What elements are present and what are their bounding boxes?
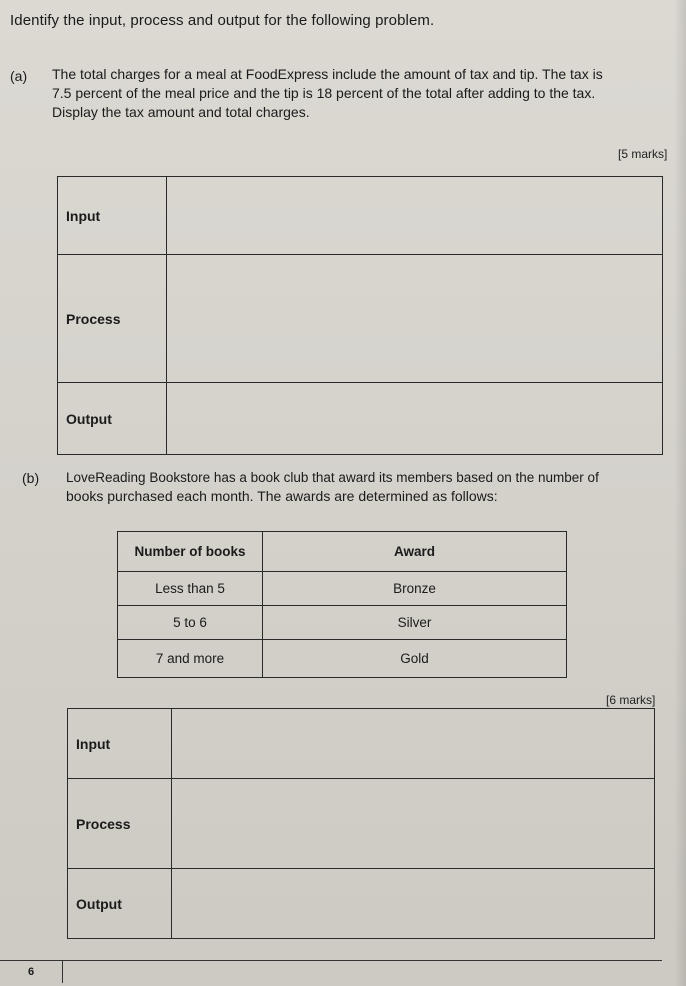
part-a-line-2: 7.5 percent of the meal price and the tip is 18 percent of the total after adding to the tax. [52, 85, 596, 101]
process-label: Process [68, 779, 172, 869]
award-books-cell: 7 and more [118, 640, 263, 678]
part-b-line-2: books purchased each month. The awards are determined as follows: [66, 488, 498, 504]
process-answer-cell[interactable] [172, 779, 655, 869]
output-answer-cell[interactable] [172, 869, 655, 939]
output-answer-cell[interactable] [167, 383, 663, 455]
part-a-question [52, 65, 677, 122]
award-header-books: Number of books [118, 532, 263, 572]
award-books-cell: 5 to 6 [118, 606, 263, 640]
footer-rule [62, 960, 662, 961]
process-answer-cell[interactable] [167, 255, 663, 383]
part-b-ipo-table [67, 708, 655, 939]
input-label: Input [58, 177, 167, 255]
award-value-cell: Silver [263, 606, 567, 640]
table-row [68, 779, 655, 869]
part-b-label: (b) [22, 470, 40, 486]
instruction-text: Identify the input, process and output for the following problem. [10, 12, 435, 29]
table-row [118, 606, 567, 640]
table-row [118, 532, 567, 572]
table-row [58, 383, 663, 455]
part-a-marks: [5 marks] [618, 147, 668, 161]
table-row [118, 640, 567, 678]
part-a-line-3: Display the tax amount and total charges. [52, 104, 310, 120]
award-header-award: Award [263, 532, 567, 572]
table-row [118, 572, 567, 606]
table-row [58, 255, 663, 383]
process-label: Process [58, 255, 167, 383]
award-books-cell: Less than 5 [118, 572, 263, 606]
part-a-line-1: The total charges for a meal at FoodExpress include the amount of tax and tip. The tax is [52, 66, 603, 82]
part-a-label: (a) [10, 68, 28, 84]
output-label: Output [58, 383, 167, 455]
award-value-cell: Bronze [263, 572, 567, 606]
award-value-cell: Gold [263, 640, 567, 678]
table-row [68, 709, 655, 779]
part-b-line-1: LoveReading Bookstore has a book club that award its members based on the number of [66, 470, 599, 485]
input-answer-cell[interactable] [172, 709, 655, 779]
part-b-marks: [6 marks] [606, 693, 656, 707]
input-label: Input [68, 709, 172, 779]
page-number: 6 [0, 960, 63, 983]
output-label: Output [68, 869, 172, 939]
table-row [58, 177, 663, 255]
input-answer-cell[interactable] [167, 177, 663, 255]
part-a-ipo-table [57, 176, 663, 455]
table-row [68, 869, 655, 939]
award-table [117, 531, 567, 678]
part-b-question [66, 468, 676, 506]
